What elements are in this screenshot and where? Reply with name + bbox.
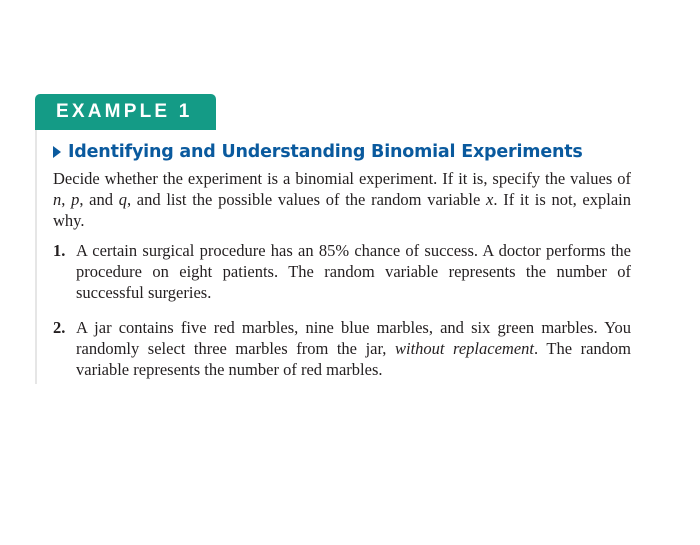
emphasized-phrase: without replacement	[394, 339, 534, 358]
intro-text-2: , and list the possible values of the random variable	[126, 190, 487, 209]
problem-text-part-2: . The random variable represents the number of red marbles.	[76, 339, 631, 379]
variable-x: x	[486, 190, 494, 209]
triangle-right-icon	[53, 146, 61, 158]
variable-n: n	[53, 190, 62, 209]
example-tab-underline	[35, 128, 216, 130]
problem-number: 1.	[53, 241, 66, 260]
instructions-paragraph	[53, 168, 631, 231]
intro-sep-1: ,	[61, 190, 72, 209]
problem-text	[76, 317, 631, 380]
example-label: EXAMPLE 1	[56, 101, 193, 122]
problem-item-2	[53, 317, 631, 380]
problem-number: 2.	[53, 318, 66, 337]
intro-text-1: Decide whether the experiment is a binomial experiment. If it is, specify the values of	[53, 169, 631, 188]
left-margin-rule	[35, 128, 37, 384]
problem-text: A certain surgical procedure has an 85% chance of success. A doctor performs the procedure on eight patients. The random variable represents the number of successful surgeries.	[76, 241, 631, 302]
example-heading	[53, 142, 673, 162]
problem-text-part-1: A jar contains five red marbles, nine blue marbles, and six green marbles. You randomly select three marbles from the jar,	[76, 318, 631, 358]
example-label-tab	[35, 94, 216, 130]
variable-q: q	[118, 190, 127, 209]
intro-text-3: . If it is not, explain why.	[53, 190, 631, 230]
example-title: Identifying and Understanding Binomial Experiments	[68, 142, 583, 162]
intro-sep-2: , and	[79, 190, 119, 209]
variable-p: p	[71, 190, 80, 209]
problem-item-1	[53, 240, 631, 303]
